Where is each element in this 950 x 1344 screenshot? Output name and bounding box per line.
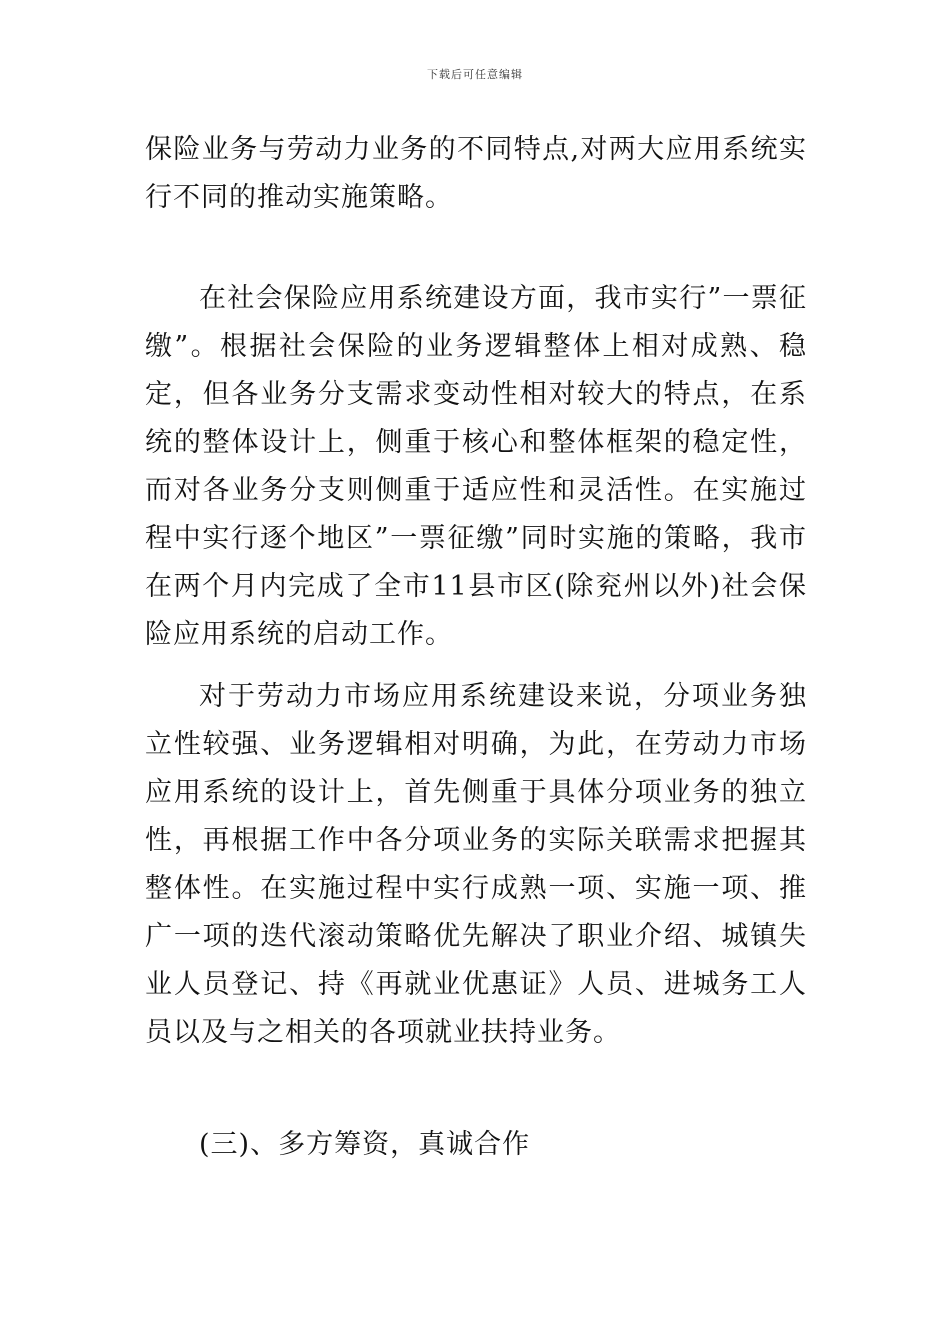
paragraph-labor-market: 对于劳动力市场应用系统建设来说，分项业务独立性较强、业务逻辑相对明确，为此，在劳动力市场应用系统的设计上，首先侧重于具体分项业务的独立性，再根据工作中各分项业务的实际关联需求把握其整体性。在实施过程中实行成熟一项、实施一项、推广一项的迭代滚动策略优先解决了职业介绍、城镇失业人员登记、持《再就业优惠证》人员、进城务工人员以及与之相关的各项就业扶持业务。 [145,681,807,1048]
header-note: 下载后可任意编辑 [427,68,523,81]
paragraph-continuation: 保险业务与劳动力业务的不同特点,对两大应用系统实行不同的推动实施策略。 [145,134,807,213]
paragraph-social-insurance: 在社会保险应用系统建设方面，我市实行”一票征缴”。根据社会保险的业务逻辑整体上相对成熟、稳定，但各业务分支需求变动性相对较大的特点，在系统的整体设计上，侧重于核心和整体框架的稳定性，而对各业务分支则侧重于适应性和灵活性。在实施过程中实行逐个地区”一票征缴”同时实施的策略，我市在两个月内完成了全市11县市区(除兖州以外)社会保险应用系统的启动工作。 [145,283,807,650]
section-heading: (三)、多方筹资，真诚合作 [199,1129,531,1160]
